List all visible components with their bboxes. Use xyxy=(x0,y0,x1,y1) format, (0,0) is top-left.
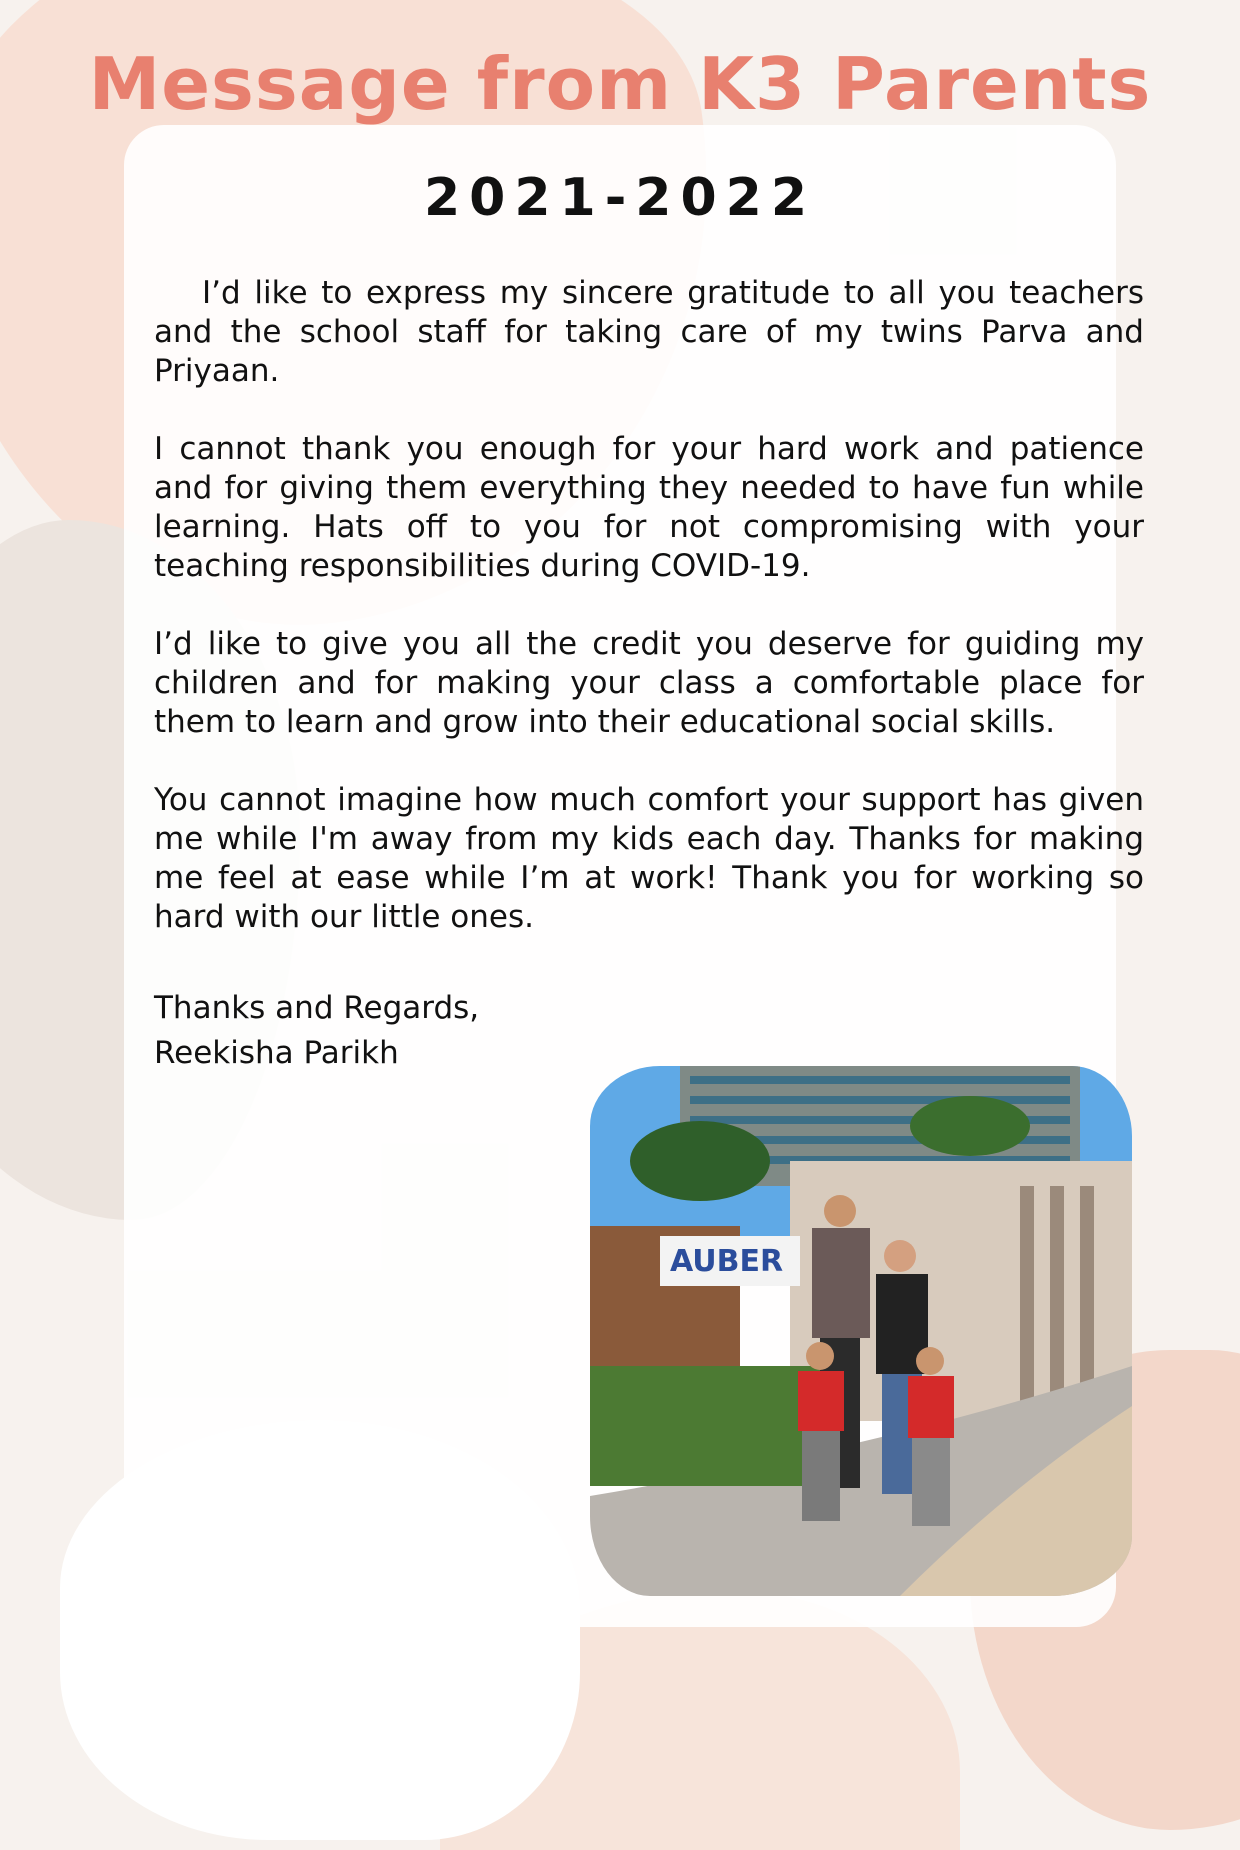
closing-line: Thanks and Regards, xyxy=(154,990,480,1026)
photo-tree xyxy=(910,1096,1030,1156)
letter-paragraph: I cannot thank you enough for your hard work and patience and for giving them everything they needed to have fun while learning. Hats off to you for not compromising with your teaching responsibilities during COVID-19. xyxy=(154,431,1144,584)
photo-tree xyxy=(630,1121,770,1201)
letter-paragraph: You cannot imagine how much comfort your support has given me while I'm away from my kids each day. Thanks for making me feel at ease while I’m at work! Thank you for working so hard with our little ones. xyxy=(154,782,1144,935)
photo-pillars xyxy=(1020,1186,1094,1416)
photo-garden xyxy=(590,1366,820,1486)
signature-name: Reekisha Parikh xyxy=(154,1035,399,1071)
letter-signoff xyxy=(154,986,479,1076)
family-photo xyxy=(590,1066,1132,1596)
photo-sign-text: AUBER xyxy=(670,1244,784,1279)
letter-body xyxy=(154,274,1144,976)
page-title: Message from K3 Parents xyxy=(88,42,1152,126)
page-year: 2021-2022 xyxy=(423,168,817,228)
letter-paragraph: I’d like to give you all the credit you deserve for guiding my children and for making your class a comfortable place for them to learn and grow into their educational social skills. xyxy=(154,626,1144,740)
letter-paragraph: I’d like to express my sincere gratitude to all you teachers and the school staff for taking care of my twins Parva and Priyaan. xyxy=(154,275,1144,389)
